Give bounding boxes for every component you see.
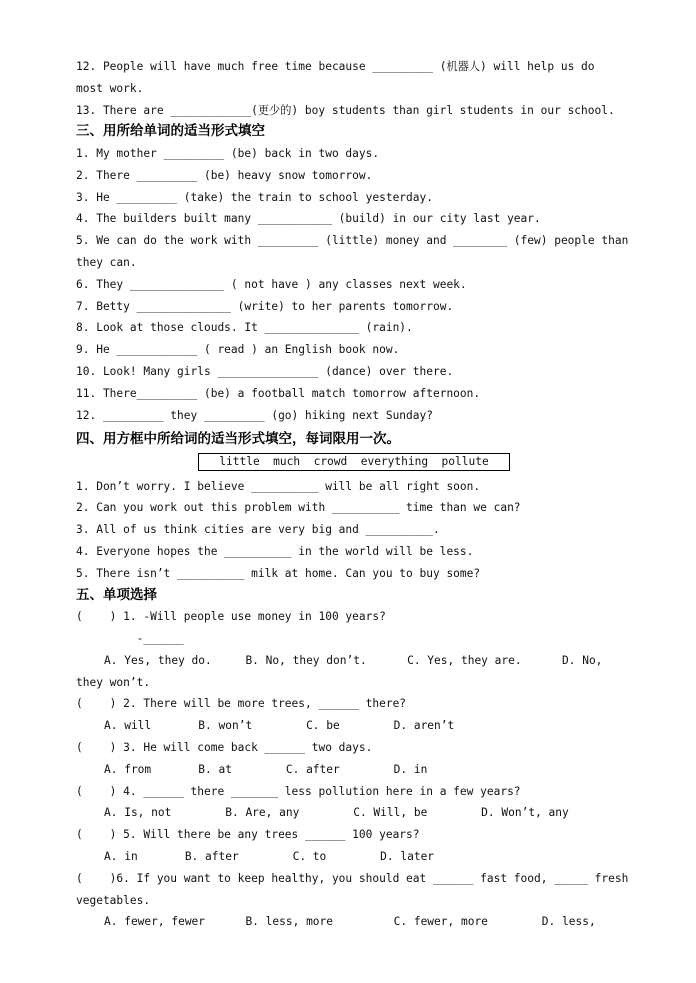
- s5-q1-options-cont: they won’t.: [76, 676, 151, 689]
- s5-q4: ( ) 4. ______ there _______ less pollution here in a few years?: [76, 785, 521, 798]
- s4-q2: 2. Can you work out this problem with __________ time than we can?: [76, 501, 521, 514]
- s5-q3-options: A. from B. at C. after D. in: [104, 763, 428, 776]
- s3-q6: 6. They ______________ ( not have ) any classes next week.: [76, 278, 467, 291]
- s3-q3: 3. He _________ (take) the train to school yesterday.: [76, 191, 433, 204]
- s5-q1-options: A. Yes, they do. B. No, they don’t. C. Yes, they are. D. No,: [104, 654, 603, 667]
- s3-q4: 4. The builders built many ___________ (build) in our city last year.: [76, 212, 541, 225]
- s3-q12: 12. _________ they _________ (go) hiking next Sunday?: [76, 409, 433, 422]
- s5-q2-options: A. will B. won’t C. be D. aren’t: [104, 719, 455, 732]
- s4-q4: 4. Everyone hopes the __________ in the world will be less.: [76, 545, 474, 558]
- s5-q1-answer-line: -______: [76, 632, 184, 645]
- s3-q8: 8. Look at those clouds. It ______________ (rain).: [76, 321, 413, 334]
- s4-q5: 5. There isn’t __________ milk at home. Can you to buy some?: [76, 567, 481, 580]
- s3-q7: 7. Betty ______________ (write) to her parents tomorrow.: [76, 300, 454, 313]
- s5-q5-options: A. in B. after C. to D. later: [104, 850, 435, 863]
- s4-q3: 3. All of us think cities are very big and __________.: [76, 523, 440, 536]
- q12-text: 12. People will have much free time because _________ (机器人) will help us do: [76, 60, 595, 73]
- s3-q1: 1. My mother _________ (be) back in two days.: [76, 147, 380, 160]
- s5-q2: ( ) 2. There will be more trees, ______ there?: [76, 697, 407, 710]
- s3-q2: 2. There _________ (be) heavy snow tomorrow.: [76, 169, 373, 182]
- s5-q6-options: A. fewer, fewer B. less, more C. fewer, more D. less,: [104, 915, 596, 928]
- q12-text-cont: most work.: [76, 82, 144, 95]
- s5-q6-cont: vegetables.: [76, 894, 151, 907]
- s3-q5-cont: they can.: [76, 256, 137, 269]
- s5-q4-options: A. Is, not B. Are, any C. Will, be D. Won’t, any: [104, 806, 569, 819]
- word-box: little much crowd everything pollute: [198, 453, 510, 471]
- s5-q1: ( ) 1. -Will people use money in 100 years?: [76, 610, 386, 623]
- s5-q5: ( ) 5. Will there be any trees ______ 100 years?: [76, 828, 420, 841]
- s4-q1: 1. Don’t worry. I believe __________ will be all right soon.: [76, 480, 481, 493]
- s3-q9: 9. He ____________ ( read ) an English book now.: [76, 343, 400, 356]
- section-5-heading: 五、单项选择: [76, 587, 157, 603]
- s3-q5: 5. We can do the work with _________ (little) money and ________ (few) people than: [76, 234, 629, 247]
- section-4-heading: 四、用方框中所给词的适当形式填空，每词限用一次。: [76, 431, 400, 447]
- s3-q11: 11. There_________ (be) a football match tomorrow afternoon.: [76, 387, 481, 400]
- s5-q6: ( )6. If you want to keep healthy, you should eat ______ fast food, _____ fresh: [76, 872, 629, 885]
- s5-q3: ( ) 3. He will come back ______ two days.: [76, 741, 373, 754]
- q13-text: 13. There are ____________(更少的) boy students than girl students in our school.: [76, 104, 615, 117]
- section-3-heading: 三、用所给单词的适当形式填空: [76, 123, 265, 139]
- s3-q10: 10. Look! Many girls _______________ (dance) over there.: [76, 365, 454, 378]
